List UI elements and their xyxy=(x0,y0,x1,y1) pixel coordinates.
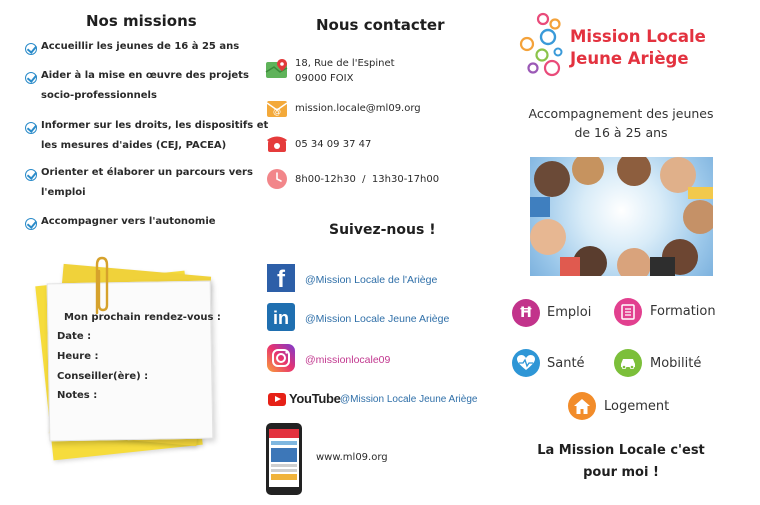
phone-icon xyxy=(266,133,288,153)
instagram-link[interactable]: @missionlocale09 xyxy=(305,354,391,366)
contact-address: 18, Rue de l'Espinet 09000 FOIX xyxy=(295,58,395,84)
website-link[interactable]: www.ml09.org xyxy=(316,452,388,463)
svg-text:@: @ xyxy=(273,107,281,116)
note-field-conseiller: Conseiller(ère) : xyxy=(57,371,149,382)
social-title: Suivez-nous ! xyxy=(329,222,436,238)
category-logement: Logement xyxy=(604,399,670,414)
check-icon xyxy=(25,169,37,181)
linkedin-icon[interactable]: in xyxy=(267,303,295,331)
mission-item: Accompagner vers l'autonomie xyxy=(41,216,216,227)
facebook-icon[interactable]: f xyxy=(267,264,295,292)
mission-item: Orienter et élaborer un parcours vers l'emploi xyxy=(41,167,253,198)
paperclip-icon xyxy=(88,255,116,317)
contact-email[interactable]: mission.locale@ml09.org xyxy=(295,103,421,114)
brand-name: Mission Locale Jeune Ariège xyxy=(570,27,706,68)
mission-item: Informer sur les droits, les dispositifs et les mesures d'aides (CEJ, PACEA) xyxy=(41,120,269,151)
youtube-icon[interactable] xyxy=(268,393,286,406)
facebook-link[interactable]: @Mission Locale de l'Ariège xyxy=(305,274,438,286)
youtube-logo-text: YouTube xyxy=(289,391,341,406)
mission-item: Accueillir les jeunes de 16 à 25 ans xyxy=(41,41,240,52)
emploi-icon: Ħ xyxy=(512,299,540,327)
email-icon xyxy=(266,99,288,119)
mobilite-icon xyxy=(614,349,642,377)
note-field-date: Date : xyxy=(57,331,92,342)
note-field-notes: Notes : xyxy=(57,390,98,401)
category-sante: Santé xyxy=(547,356,585,371)
category-mobilite: Mobilité xyxy=(650,356,702,371)
mission-item: Aider à la mise en œuvre des projets socio-professionnels xyxy=(41,70,249,101)
youtube-link[interactable]: @Mission Locale Jeune Ariège xyxy=(340,394,478,405)
contact-title: Nous contacter xyxy=(316,16,445,34)
check-icon xyxy=(25,43,37,55)
logement-icon xyxy=(568,392,596,420)
check-icon xyxy=(25,72,37,84)
formation-icon xyxy=(614,298,642,326)
contact-hours: 8h00-12h30 / 13h30-17h00 xyxy=(295,174,440,185)
smartphone-image xyxy=(266,423,302,495)
tagline: Accompagnement des jeunes de 16 à 25 ans xyxy=(528,106,714,140)
note-field-heure: Heure : xyxy=(57,351,99,362)
logo-icon xyxy=(518,12,564,78)
check-icon xyxy=(25,122,37,134)
sante-icon xyxy=(512,349,540,377)
linkedin-link[interactable]: @Mission Locale Jeune Ariège xyxy=(305,313,450,325)
category-formation: Formation xyxy=(650,304,716,319)
missions-title: Nos missions xyxy=(86,12,197,30)
slogan: La Mission Locale c'est pour moi ! xyxy=(537,443,705,480)
check-icon xyxy=(25,218,37,230)
contact-phone[interactable]: 05 34 09 37 47 xyxy=(295,139,372,150)
clock-icon xyxy=(266,168,288,190)
note-title: Mon prochain rendez-vous : xyxy=(64,312,221,323)
category-emploi: Emploi xyxy=(547,305,592,320)
instagram-icon[interactable] xyxy=(267,344,295,372)
group-photo xyxy=(530,157,713,276)
map-pin-icon xyxy=(265,58,289,80)
